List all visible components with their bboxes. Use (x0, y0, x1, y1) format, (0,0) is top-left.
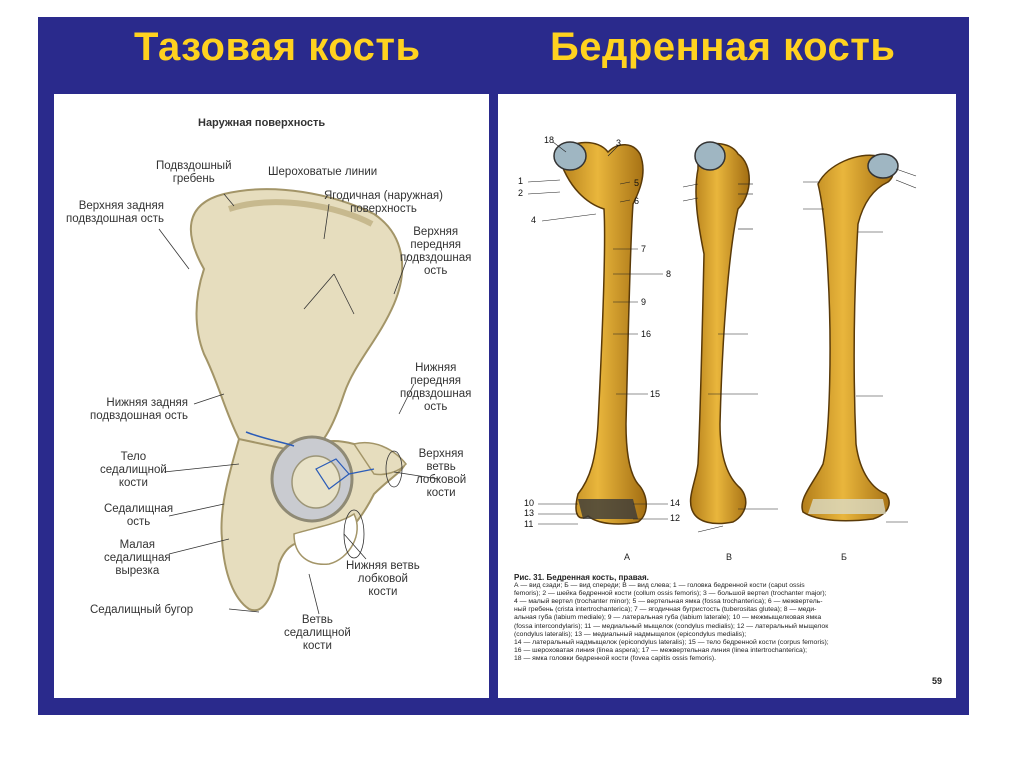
view-label-b: В (726, 552, 733, 562)
ilium-wing (191, 189, 402, 461)
caption-line: femoris); 2 — шейка бедренной кости (collum ossis femoris); 3 — большой вертел (trochanter major); (514, 590, 827, 598)
caption-line: ный гребень (crista intertrochanterica); 7 — ягодичная бугристость (tuberositas glutea); 8 — меди- (514, 606, 817, 614)
femur-number-12: 12 (670, 513, 681, 523)
femur-number-18: 18 (544, 135, 555, 145)
femur-view-a (554, 142, 646, 524)
label-iliac-crest: Подвздошный гребень (156, 160, 232, 185)
figure-caption (514, 574, 938, 663)
label-posterior-inferior-iliac-spine: Нижняя задняя подвздошная ость (90, 397, 188, 422)
femur-title: Бедренная кость (550, 25, 896, 69)
label-posterior-superior-iliac-spine: Верхняя задняя подвздошная ость (66, 200, 164, 225)
label-ischial-ramus: Ветвь седалищной кости (284, 614, 351, 652)
femur-number-4: 4 (531, 215, 537, 225)
femur-number-14: 14 (670, 498, 681, 508)
caption-line: альная губа (labium mediale); 9 — латеральная губа (labium laterale); 10 — межмыщелковая ямка (514, 614, 822, 622)
label-superior-pubic-ramus: Верхняя ветвь лобковой кости (416, 448, 467, 499)
page-number: 59 (931, 676, 942, 686)
femur-number-7: 7 (641, 244, 647, 254)
caption-line: (fossa intercondylaris); 11 — медиальный мыщелок (condylus medialis); 12 — латеральный мыщелок (514, 622, 829, 630)
view-label-a: А (624, 552, 631, 562)
pelvis-heading: Наружная поверхность (198, 117, 326, 129)
femur-number-5: 5 (634, 178, 640, 188)
pelvis-title: Тазовая кость (134, 25, 421, 69)
femur-number-2: 2 (518, 188, 524, 198)
pelvis-panel (54, 94, 489, 698)
label-gluteal-surface: Ягодичная (наружная) поверхность (324, 190, 443, 215)
femur-number-13: 13 (524, 508, 535, 518)
caption-line: 14 — латеральный надмыщелок (epicondylus lateralis); 15 — тело бедренной кости (corpus femoris); (514, 638, 829, 646)
femur-number-9: 9 (641, 297, 647, 307)
femur-number-8: 8 (666, 269, 672, 279)
femur-panel (498, 94, 956, 698)
femur-number-15: 15 (650, 389, 661, 399)
caption-line: А — вид сзади; Б — вид спереди; В — вид слева; 1 — головка бедренной кости (caput ossis (514, 582, 805, 590)
slide (38, 17, 969, 715)
label-anterior-inferior-iliac-spine: Нижняя передняя подвздошная ость (400, 362, 472, 413)
caption-line: 16 — шероховатая линия (linea aspera); 17 — межвертельная линия (linea intertrochanterica); (514, 646, 807, 654)
label-anterior-superior-iliac-spine: Верхняя передняя подвздошная ость (400, 226, 472, 277)
caption-line: 4 — малый вертел (trochanter minor); 5 — вертельная ямка (fossa trochanterica); 6 — межвертель- (514, 598, 823, 606)
view-label-c: Б (841, 552, 847, 562)
label-ischial-tuberosity: Седалищный бугор (90, 604, 194, 616)
femur-number-1: 1 (518, 176, 524, 186)
caption-title: Рис. 31. Бедренная кость, правая. (514, 573, 649, 582)
label-lesser-sciatic-notch: Малая седалищная вырезка (104, 539, 171, 577)
femur-number-3: 3 (616, 138, 622, 148)
label-ischial-spine: Седалищная ость (104, 503, 174, 528)
femur-number-16: 16 (641, 329, 652, 339)
femur-number-6: 6 (634, 196, 640, 206)
caption-line: (condylus lateralis); 13 — медиальный надмыщелок (epicondylus medialis); (514, 630, 747, 638)
femur-view-b (691, 142, 750, 524)
label-rough-lines: Шероховатые линии (268, 166, 378, 178)
femur-number-10: 10 (524, 498, 535, 508)
label-ischium-body: Тело седалищной кости (100, 451, 167, 489)
caption-line: 18 — ямка головки бедренной кости (fovea capitis ossis femoris). (514, 654, 717, 662)
femur-number-11: 11 (524, 519, 534, 529)
label-inferior-pubic-ramus: Нижняя ветвь лобковой кости (346, 560, 420, 598)
